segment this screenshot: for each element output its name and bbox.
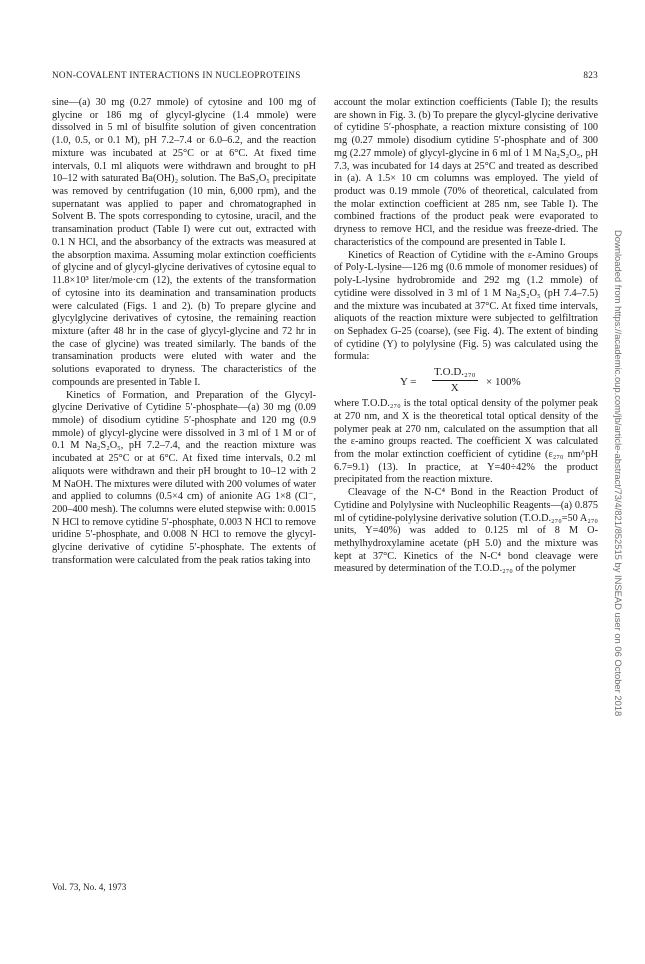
paragraph: where T.O.D.₂₇₀ is the total optical density of the polymer peak at 270 nm, and X is the theoretical total optical density of the polymer peak at 270 nm, calculated on the assumption that all the ε-amino groups reacted. The coefficient X was calculated from the molar extinction coefficient of cytidine (ε₂₇₀ nm^pH 6.7=9.1) (13). In practice, at Y=40÷42% the product precipitated from the reaction mixture. [334,398,598,486]
binding-formula [334,364,598,398]
page-number: 823 [583,70,598,80]
running-title: NON-COVALENT INTERACTIONS IN NUCLEOPROTEINS [52,70,301,80]
formula-denominator: X [450,381,459,394]
journal-footer: Vol. 73, No. 4, 1973 [52,882,127,892]
paragraph: Kinetics of Reaction of Cytidine with the ε-Amino Groups of Poly-L-lysine—126 mg (0.6 mmole of monomer residues) of poly-L-lysine hydrobromide and 292 mg (1.2 mmole) of cytidine were dissolved in 3 ml of 1 M Na₂S₂O₅ (pH 7.4–7.5) and the mixture was incubated at 37°C. At fixed time intervals, aliquots of the reaction mixture were subjected to gelfiltration on Sephadex G-25 (coarse), (see Fig. 4). The extent of binding of cytidine (Y) to polylysine (Fig. 5) was calculated using the formula: [334,249,598,363]
formula-numerator: T.O.D.₂₇₀ [432,366,478,381]
paragraph: Kinetics of Formation, and Preparation of the Glycyl-glycine Derivative of Cytidine 5′-phosphate—(a) 30 mg (0.09 mmole) of disodium cytidine 5′-phosphate and 120 mg (0.9 mmole) of glycyl-glycine were dissolved in 3 ml of 1 M or of 0.1 M Na₂S₂O₅, pH 7.2–7.4, and the reaction mixture was incubated at 25°C or at 6°C. At fixed time intervals, 0.2 ml aliquots were withdrawn and their pH brought to 10–12 with 2 M NaOH. The mixtures were diluted with 200 volumes of water and applied to columns (0.5×4 cm) of anionite AG 1×8 (Cl⁻, 200–400 mesh). The columns were eluted stepwise with: 0.0015 N HCl to remove cytidine 5′-phosphate, 0.003 N HCl to remove uridine 5′-phosphate, and 0.008 N HCl to remove the glycyl-glycine derivative of cytidine 5′-phosphate. The extents of transformation were calculated from the peak ratios taking into [52,389,316,566]
formula-tail: × 100% [486,376,521,389]
formula-lhs: Y = [400,376,417,389]
paragraph: account the molar extinction coefficients (Table I); the results are shown in Fig. 3. (b) To prepare the glycyl-glycine derivative of cytidine 5′-phosphate, a reaction mixture consisting of 100 mg (0.27 mmole) disodium cytidine 5′-phosphate and of 300 mg (2.27 mmole) of glycyl-glycine in 6 ml of 1 M Na₂S₂O₅, pH 7.3, was incubated for 14 days at 25°C and treated as described in (a). A 1.5× 10 cm columns was employed. The yield of product was 0.19 mmole (70% of theoretical, calculated from the molar extinction coefficient at 285 nm, see Table I). The combined fractions of the product peak were evaporated to dryness to remove HCl, and the residue was freeze-dried. The characteristics of the compound are presented in Table I. [334,97,598,248]
running-head [52,70,598,84]
paragraph: sine—(a) 30 mg (0.27 mmole) of cytosine and 100 mg of glycine or 186 mg of glycyl-glycine (1.4 mmole) were dissolved in 5 ml of bisulfite solution of given concentration (1.0, 0.5, or 0.1 M), pH 7.2–7.4 or 6.0–6.2, and the reaction mixture was incubated at 25°C or at 6°C. At fixed time intervals, 0.1 ml aliquots were withdrawn and brought to pH 10–12 with saturated Ba(OH)₂ solution. The BaS₂O₅ precipitate was removed by centrifugation (10 min, 6,000 rpm), and the supernatant was applied to paper and chromatographed in Solvent B. The spots corresponding to cytosine, uracil, and the transamination product (Table I) were cut out, extracted with 0.1 N HCl, and the absorbancy of the extracts was measured at the absorption maxima. Assuming molar extinction coefficients of glycine and of glycyl-glycine derivatives of cytosine equal to 11.8×10³ liter/mole·cm (12), the extents of the transformation of cytosine into its deamination and transamination products were calculated (Figs. 1 and 2). (b) To prepare glycine and glycylglycine derivatives of cytosine, the remaining reaction mixture (after 48 hr in the case of glycyl-glycine and 72 hr in the case of glycine) was treated similarly. The bands of the transamination products were eluted with water and the solutions evaporated to dryness. The characteristics of the compounds are presented in Table I. [52,97,316,388]
formula-fraction [432,366,478,394]
watermark-text: Downloaded from https://academic.oup.com/jb/article-abstract/73/4/821/852515 by INSEAD user on 06 October 2018 [613,230,624,717]
right-column [334,97,598,576]
paragraph: Cleavage of the N-C⁴ Bond in the Reaction Product of Cytidine and Polylysine with Nucleophilic Reagents—(a) 0.875 ml of cytidine-polylysine derivative solution (T.O.D.₂₇₀=50 A₂₇₀ units, Y=40%) was added to 0.125 ml of 8 M O-methylhydroxylamine acetate (pH 5.0) and the mixture was kept at 37°C. Kinetics of the N-C⁴ bond cleavage were measured by determination of the T.O.D.₂₇₀ of the polymer [334,487,598,575]
left-column [52,97,316,568]
download-watermark [612,230,626,717]
